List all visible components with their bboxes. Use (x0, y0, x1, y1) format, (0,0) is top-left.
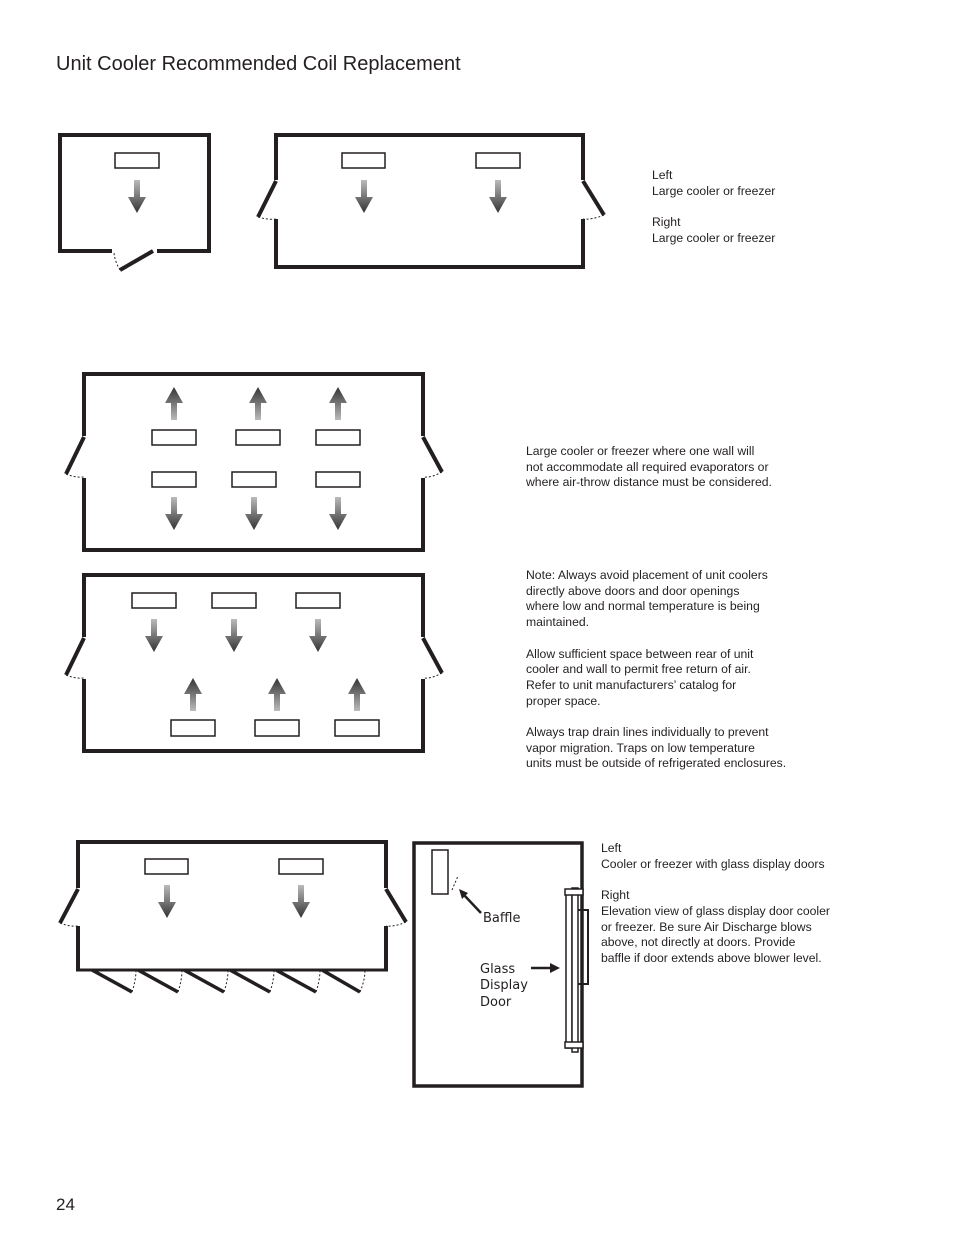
unit-cooler (236, 430, 280, 445)
unit-cooler (476, 153, 520, 168)
page-number: 24 (56, 1195, 75, 1214)
small-cooler-diagram (60, 135, 209, 270)
unit-cooler (279, 859, 323, 874)
large-cooler-diagram-2 (66, 374, 442, 550)
room-wall (78, 842, 386, 970)
airflow-arrow-up (184, 678, 202, 711)
unit-cooler (316, 430, 360, 445)
unit-cooler (132, 593, 176, 608)
glass-door-cooler-plan (60, 842, 406, 992)
unit-cooler (342, 153, 385, 168)
airflow-arrow-down (329, 497, 347, 530)
airflow-arrow-up (249, 387, 267, 420)
door-swing-arc-right (583, 215, 604, 219)
unit-cooler (255, 720, 299, 736)
unit-cooler-side (432, 850, 448, 894)
airflow-arrow-up (348, 678, 366, 711)
door-panel (120, 251, 153, 270)
door-swing-arc (114, 251, 120, 270)
baffle-label: Baffle (483, 911, 521, 926)
baffle-pointer (464, 895, 481, 913)
unit-cooler (316, 472, 360, 487)
unit-cooler (335, 720, 379, 736)
airflow-arrow-up (329, 387, 347, 420)
glass-door-pointer-head (550, 963, 560, 973)
section3-note: Note: Always avoid placement of unit coolers directly above doors and door openings where low and normal temperature is being maintained. Allow sufficient space between rear of unit cooler and wall to permit free return of air. Refer to unit manufacturers’ catalog for proper space. Always trap drain lines individually to prevent vapor migration. Traps on low temperature units must be outside of refrigerated enclosures. (526, 568, 787, 771)
airflow-arrow-down (292, 885, 310, 918)
glass-door-elevation (414, 843, 588, 1086)
glass-door-label-line2: Display (480, 978, 528, 993)
large-cooler-diagram-1 (258, 135, 604, 267)
unit-cooler (152, 472, 196, 487)
airflow-arrow-down (245, 497, 263, 530)
unit-cooler (296, 593, 340, 608)
room-wall (276, 135, 583, 267)
unit-cooler (171, 720, 215, 736)
airflow-arrow-down (355, 180, 373, 213)
airflow-arrow-down (489, 180, 507, 213)
page-title: Unit Cooler Recommended Coil Replacement (56, 53, 461, 75)
airflow-arrow-down (225, 619, 243, 652)
unit-cooler (212, 593, 256, 608)
unit-cooler (115, 153, 159, 168)
section4-note: Left Cooler or freezer with glass display doors Right Elevation view of glass display door cooler or freezer. Be sure Air Discharge blows above, not directly at doors. Provide baffle if door extends above blower level. (601, 841, 830, 965)
unit-cooler (152, 430, 196, 445)
airflow-arrow-down (158, 885, 176, 918)
airflow-arrow-down (145, 619, 163, 652)
section1-note: Left Large cooler or freezer Right Large cooler or freezer (652, 168, 776, 245)
glass-door-label-line3: Door (480, 995, 512, 1010)
airflow-arrow-down (165, 497, 183, 530)
unit-cooler (232, 472, 276, 487)
airflow-arrow-down (128, 180, 146, 213)
door-panel-right (583, 181, 604, 215)
baffle-dashed (452, 876, 458, 890)
unit-cooler (145, 859, 188, 874)
airflow-arrow-down (309, 619, 327, 652)
section2-note: Large cooler or freezer where one wall will not accommodate all required evaporators or where air-throw distance must be considered. (526, 444, 772, 490)
large-cooler-diagram-3 (66, 575, 442, 751)
airflow-arrow-up (165, 387, 183, 420)
glass-door-label-line1: Glass (480, 962, 516, 977)
airflow-arrow-up (268, 678, 286, 711)
glass-display-doors (92, 970, 360, 992)
